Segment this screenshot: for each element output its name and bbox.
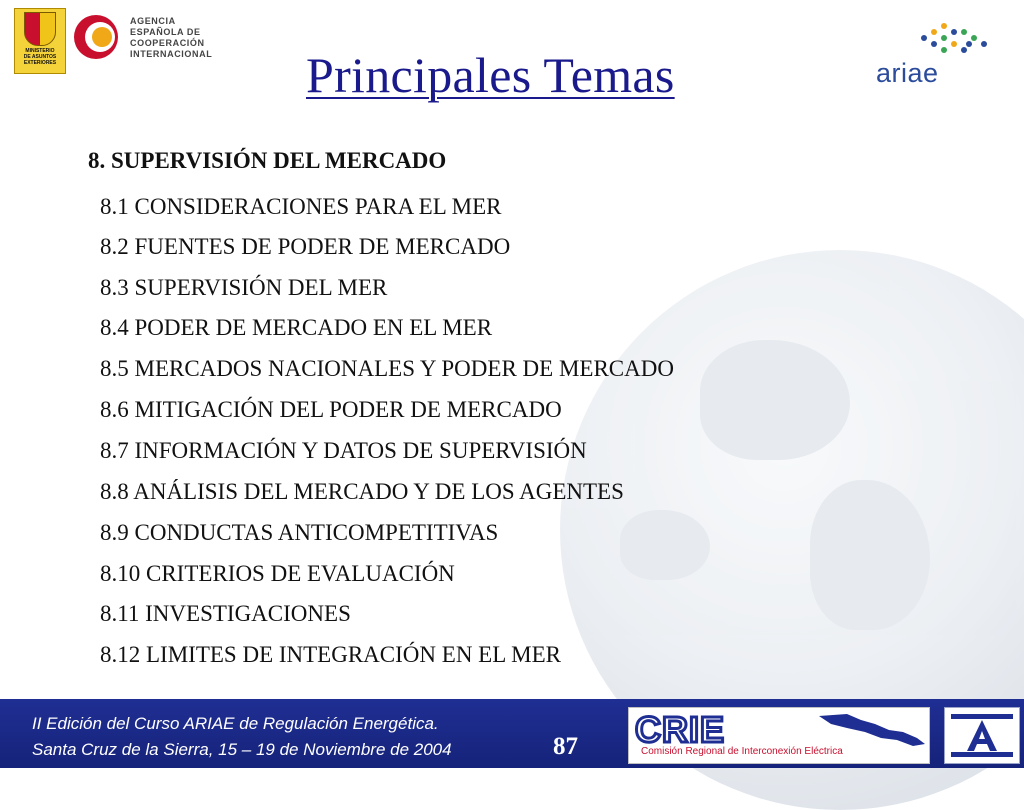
institution-a-logo-icon: [944, 707, 1020, 764]
footer-course-title: II Edición del Curso ARIAE de Regulación Energética.: [32, 714, 439, 733]
list-item: 8.11 INVESTIGACIONES: [100, 601, 351, 626]
aeci-line: AGENCIA: [130, 16, 176, 26]
coat-of-arms-icon: [24, 12, 56, 46]
list-item: 8.10 CRITERIOS DE EVALUACIÓN: [100, 561, 455, 586]
list-item: 8.2 FUENTES DE PODER DE MERCADO: [100, 234, 511, 259]
ministerio-escudo-logo: [14, 8, 66, 74]
list-item: 8.12 LIMITES DE INTEGRACIÓN EN EL MER: [100, 642, 562, 667]
globe-landmass: [620, 510, 710, 580]
crie-subtitle: Comisión Regional de Interconexión Eléctrica: [641, 746, 843, 757]
list-item: 8.6 MITIGACIÓN DEL PODER DE MERCADO: [100, 397, 562, 422]
aeci-name: [130, 16, 212, 60]
crie-logo: [628, 707, 930, 764]
aeci-line: INTERNACIONAL: [130, 49, 213, 59]
list-item: 8.5 MERCADOS NACIONALES Y PODER DE MERCADO: [100, 356, 674, 381]
crie-logo-text: CRIE: [635, 709, 726, 750]
aeci-line: COOPERACIÓN: [130, 38, 205, 48]
ariae-logo-text: ariae: [876, 58, 939, 88]
list-item: 8.7 INFORMACIÓN Y DATOS DE SUPERVISIÓN: [100, 438, 587, 463]
section-heading: 8. SUPERVISIÓN DEL MERCADO: [88, 148, 447, 173]
aeci-logo-icon: [70, 12, 120, 62]
slide-title: Principales Temas: [306, 47, 675, 103]
page-number: 87: [553, 733, 578, 760]
central-america-map-icon: [817, 710, 927, 748]
list-item: 8.4 PODER DE MERCADO EN EL MER: [100, 315, 493, 340]
globe-landmass: [810, 480, 930, 630]
list-item: 8.8 ANÁLISIS DEL MERCADO Y DE LOS AGENTES: [100, 479, 624, 504]
escudo-text: MINISTERIO DE ASUNTOS EXTERIORES: [23, 48, 57, 66]
aeci-line: ESPAÑOLA DE: [130, 27, 201, 37]
footer-location-date: Santa Cruz de la Sierra, 15 – 19 de Noviembre de 2004: [32, 740, 452, 759]
globe-landmass: [700, 340, 850, 460]
list-item: 8.3 SUPERVISIÓN DEL MER: [100, 275, 388, 300]
list-item: 8.1 CONSIDERACIONES PARA EL MER: [100, 194, 502, 219]
list-item: 8.9 CONDUCTAS ANTICOMPETITIVAS: [100, 520, 499, 545]
